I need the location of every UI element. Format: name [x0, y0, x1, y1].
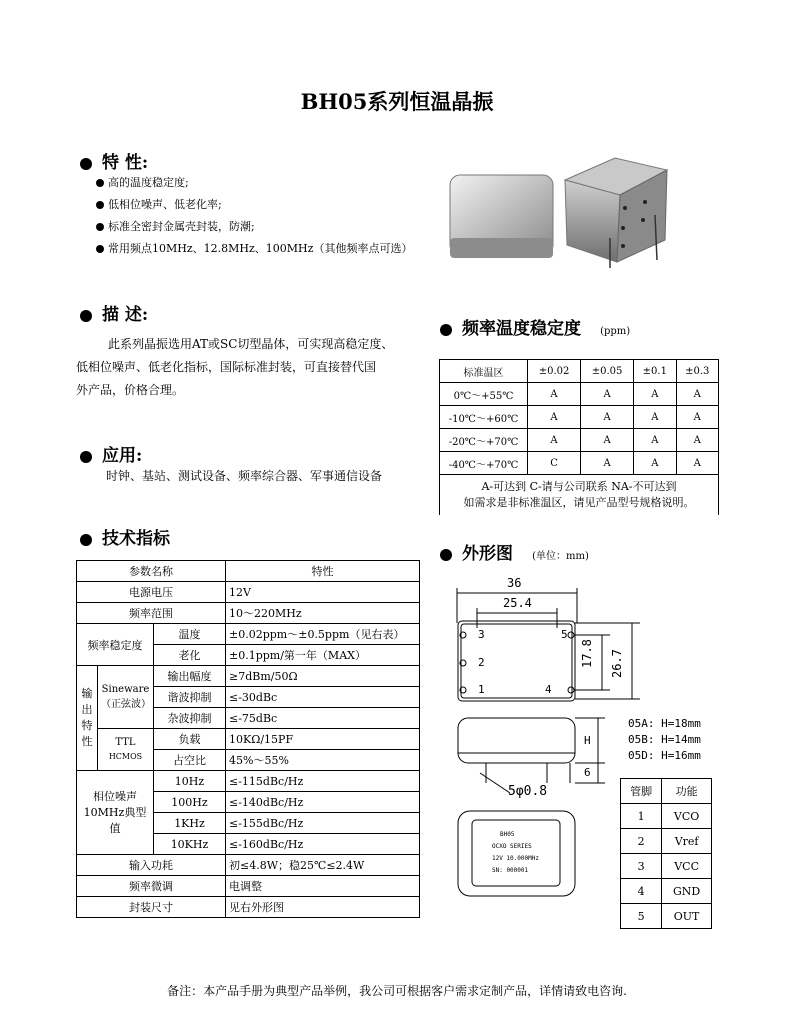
- specs-heading-text: 技术指标: [102, 529, 170, 549]
- table-cell: A: [528, 429, 581, 452]
- table-cell: -40℃～+70℃: [440, 452, 528, 475]
- table-row: [77, 603, 420, 624]
- param-name: 10Hz: [154, 771, 226, 792]
- table-cell: GND: [662, 879, 712, 904]
- table-cell: A: [676, 452, 718, 475]
- table-row: [77, 561, 420, 582]
- param-value: ≥7dBm/50Ω: [226, 666, 420, 687]
- height-item: 05D: H=16mm: [628, 749, 701, 762]
- outline-unit: (单位：mm): [532, 551, 589, 562]
- bullet-icon: [96, 179, 104, 187]
- param-name: 频率微调: [77, 876, 226, 897]
- table-cell: A: [634, 429, 676, 452]
- table-header: ±0.3: [676, 360, 718, 383]
- param-name: 输出幅度: [154, 666, 226, 687]
- param-name: 杂波抑制: [154, 708, 226, 729]
- feature-item: [96, 216, 412, 238]
- table-row: [621, 904, 712, 929]
- features-list: [96, 172, 412, 260]
- svg-text:12V 10.000MHz: 12V 10.000MHz: [492, 855, 539, 862]
- table-cell: 0℃～+55℃: [440, 383, 528, 406]
- param-value: ≤-140dBc/Hz: [226, 792, 420, 813]
- table-row: [77, 582, 420, 603]
- ttl-label: TTL: [115, 736, 136, 748]
- table-cell: A: [634, 452, 676, 475]
- param-value: ≤-30dBc: [226, 687, 420, 708]
- table-row: [77, 897, 420, 918]
- table-header: 参数名称: [77, 561, 226, 582]
- param-value: ≤-155dBc/Hz: [226, 813, 420, 834]
- param-name: 电源电压: [77, 582, 226, 603]
- table-row: [440, 475, 719, 516]
- table-row: [440, 406, 719, 429]
- table-header: 功能: [662, 779, 712, 804]
- table-cell: OUT: [662, 904, 712, 929]
- freq-note-line: 如需求是非标准温区，请见产品型号规格说明。: [463, 496, 695, 509]
- feature-text: 标准全密封金属壳封装，防潮;: [108, 220, 255, 233]
- table-header: ±0.02: [528, 360, 581, 383]
- table-row: [77, 624, 420, 645]
- table-header: 特性: [226, 561, 420, 582]
- param-value: ≤-75dBc: [226, 708, 420, 729]
- bullet-icon: [96, 245, 104, 253]
- feature-text: 高的温度稳定度;: [108, 176, 189, 189]
- param-value: ≤-160dBc/Hz: [226, 834, 420, 855]
- param-value: 电调整: [226, 876, 420, 897]
- table-cell: A: [581, 429, 634, 452]
- param-value: 10～220MHz: [226, 603, 420, 624]
- table-row: [440, 452, 719, 475]
- param-value: 见右外形图: [226, 897, 420, 918]
- param-value: ±0.02ppm～±0.5ppm（见右表）: [226, 624, 420, 645]
- features-heading-text: 特 性:: [102, 153, 149, 173]
- table-cell: VCO: [662, 804, 712, 829]
- table-cell: 2: [621, 829, 662, 854]
- table-row: [440, 429, 719, 452]
- table-header: 管脚: [621, 779, 662, 804]
- param-value: 45%～55%: [226, 750, 420, 771]
- freq-unit: (ppm): [600, 326, 631, 337]
- param-name: 1KHz: [154, 813, 226, 834]
- table-row: [621, 804, 712, 829]
- param-value: 12V: [226, 582, 420, 603]
- pin-label-3: 3: [478, 628, 485, 641]
- product-photo: [445, 150, 675, 270]
- hcmos-label: HCMOS: [108, 751, 143, 761]
- table-cell: 5: [621, 904, 662, 929]
- application-heading-text: 应用:: [102, 446, 143, 466]
- bullet-icon: [440, 324, 452, 336]
- table-row: [77, 855, 420, 876]
- table-cell: A: [528, 406, 581, 429]
- param-subgroup: [98, 729, 154, 771]
- svg-text:OCXO SERIES: OCXO SERIES: [492, 843, 532, 850]
- param-name: 输入功耗: [77, 855, 226, 876]
- param-group: 输出特性: [77, 666, 98, 771]
- param-name: 频率范围: [77, 603, 226, 624]
- freq-heading-text: 频率温度稳定度: [462, 319, 581, 339]
- outline-heading-text: 外形图: [462, 544, 513, 564]
- table-cell: A: [528, 383, 581, 406]
- table-header: ±0.1: [634, 360, 676, 383]
- pin-table: [620, 778, 712, 929]
- table-row: [440, 360, 719, 383]
- application-heading: [80, 441, 142, 466]
- svg-text:SN: 000001: SN: 000001: [492, 867, 529, 874]
- bullet-icon: [440, 549, 452, 561]
- param-name: 温度: [154, 624, 226, 645]
- table-header: ±0.05: [581, 360, 634, 383]
- feature-text: 常用频点10MHz、12.8MHz、100MHz（其他频率点可选）: [108, 242, 413, 255]
- table-cell: 1: [621, 804, 662, 829]
- description-line: 低相位噪声、低老化指标，国际标准封装，可直接替代国: [76, 360, 377, 374]
- spec-table: [76, 560, 420, 918]
- table-cell: A: [634, 383, 676, 406]
- specs-heading: [80, 524, 170, 549]
- table-row: [621, 854, 712, 879]
- param-name: 封装尺寸: [77, 897, 226, 918]
- bullet-icon: [80, 310, 92, 322]
- pin-diameter: 5φ0.8: [508, 784, 548, 799]
- height-item: 05A: H=18mm: [628, 717, 701, 730]
- description-heading-text: 描 述:: [102, 305, 149, 325]
- table-row: [621, 779, 712, 804]
- dim-267: 26.7: [610, 649, 624, 678]
- table-row: [77, 666, 420, 687]
- param-group: 相位噪声10MHz典型值: [77, 771, 154, 855]
- dim-36: 36: [507, 576, 522, 590]
- bullet-icon: [80, 451, 92, 463]
- bullet-icon: [80, 158, 92, 170]
- table-cell: 3: [621, 854, 662, 879]
- freq-note: [440, 475, 719, 516]
- param-name: 10KHz: [154, 834, 226, 855]
- pin-label-4: 4: [545, 683, 552, 696]
- param-value: 初≤4.8W；稳25℃≤2.4W: [226, 855, 420, 876]
- table-cell: 4: [621, 879, 662, 904]
- table-cell: A: [634, 406, 676, 429]
- description-line: 此系列晶振选用AT或SC切型晶体，可实现高稳定度、: [108, 337, 394, 351]
- feature-item: [96, 238, 412, 260]
- application-text: 时钟、基站、测试设备、频率综合器、军事通信设备: [106, 469, 383, 483]
- outline-heading: [440, 539, 589, 564]
- pin-label-5: 5: [561, 628, 568, 641]
- dim-178: 17.8: [580, 639, 594, 668]
- description-text: [76, 333, 426, 402]
- table-cell: A: [676, 406, 718, 429]
- table-cell: C: [528, 452, 581, 475]
- table-cell: A: [676, 383, 718, 406]
- param-value: 10KΩ/15PF: [226, 729, 420, 750]
- svg-text:BH05: BH05: [500, 831, 515, 838]
- height-list: [628, 716, 701, 764]
- pin-label-1: 1: [478, 683, 485, 696]
- table-cell: -20℃～+70℃: [440, 429, 528, 452]
- param-subgroup: Sineware（正弦波）: [98, 666, 154, 729]
- features-heading: [80, 148, 148, 173]
- feature-text: 低相位噪声、低老化率;: [108, 198, 222, 211]
- table-row: [77, 876, 420, 897]
- table-cell: A: [676, 429, 718, 452]
- page-title: BH05系列恒温晶振: [300, 89, 494, 114]
- table-cell: A: [581, 383, 634, 406]
- table-header: 标准温区: [440, 360, 528, 383]
- param-value: ±0.1ppm/第一年（MAX）: [226, 645, 420, 666]
- param-name: 100Hz: [154, 792, 226, 813]
- table-row: [621, 829, 712, 854]
- table-row: [440, 383, 719, 406]
- table-cell: A: [581, 406, 634, 429]
- height-item: 05B: H=14mm: [628, 733, 701, 746]
- freq-table: [439, 359, 719, 515]
- footer-note: 备注：本产品手册为典型产品举例，我公司可根据客户需求定制产品，详情请致电咨询.: [167, 984, 627, 998]
- bullet-icon: [96, 201, 104, 209]
- param-name: 老化: [154, 645, 226, 666]
- dim-254: 25.4: [503, 596, 532, 610]
- feature-item: [96, 172, 412, 194]
- description-line: 外产品，价格合理。: [76, 383, 185, 397]
- freq-heading: [440, 314, 630, 339]
- table-cell: VCC: [662, 854, 712, 879]
- param-value: ≤-115dBc/Hz: [226, 771, 420, 792]
- param-name: 谐波抑制: [154, 687, 226, 708]
- table-cell: Vref: [662, 829, 712, 854]
- param-name: 负载: [154, 729, 226, 750]
- table-row: [77, 729, 420, 750]
- param-group: 频率稳定度: [77, 624, 154, 666]
- feature-item: [96, 194, 412, 216]
- table-row: [621, 879, 712, 904]
- table-row: [77, 771, 420, 792]
- bullet-icon: [80, 534, 92, 546]
- param-name: 占空比: [154, 750, 226, 771]
- description-heading: [80, 300, 148, 325]
- dim-6: 6: [584, 766, 591, 779]
- bullet-icon: [96, 223, 104, 231]
- outline-drawing: [440, 568, 640, 903]
- pin-label-2: 2: [478, 656, 485, 669]
- freq-note-line: A-可达到 C-请与公司联系 NA-不可达到: [481, 480, 677, 493]
- dim-h: H: [584, 734, 591, 747]
- table-cell: A: [581, 452, 634, 475]
- table-cell: -10℃～+60℃: [440, 406, 528, 429]
